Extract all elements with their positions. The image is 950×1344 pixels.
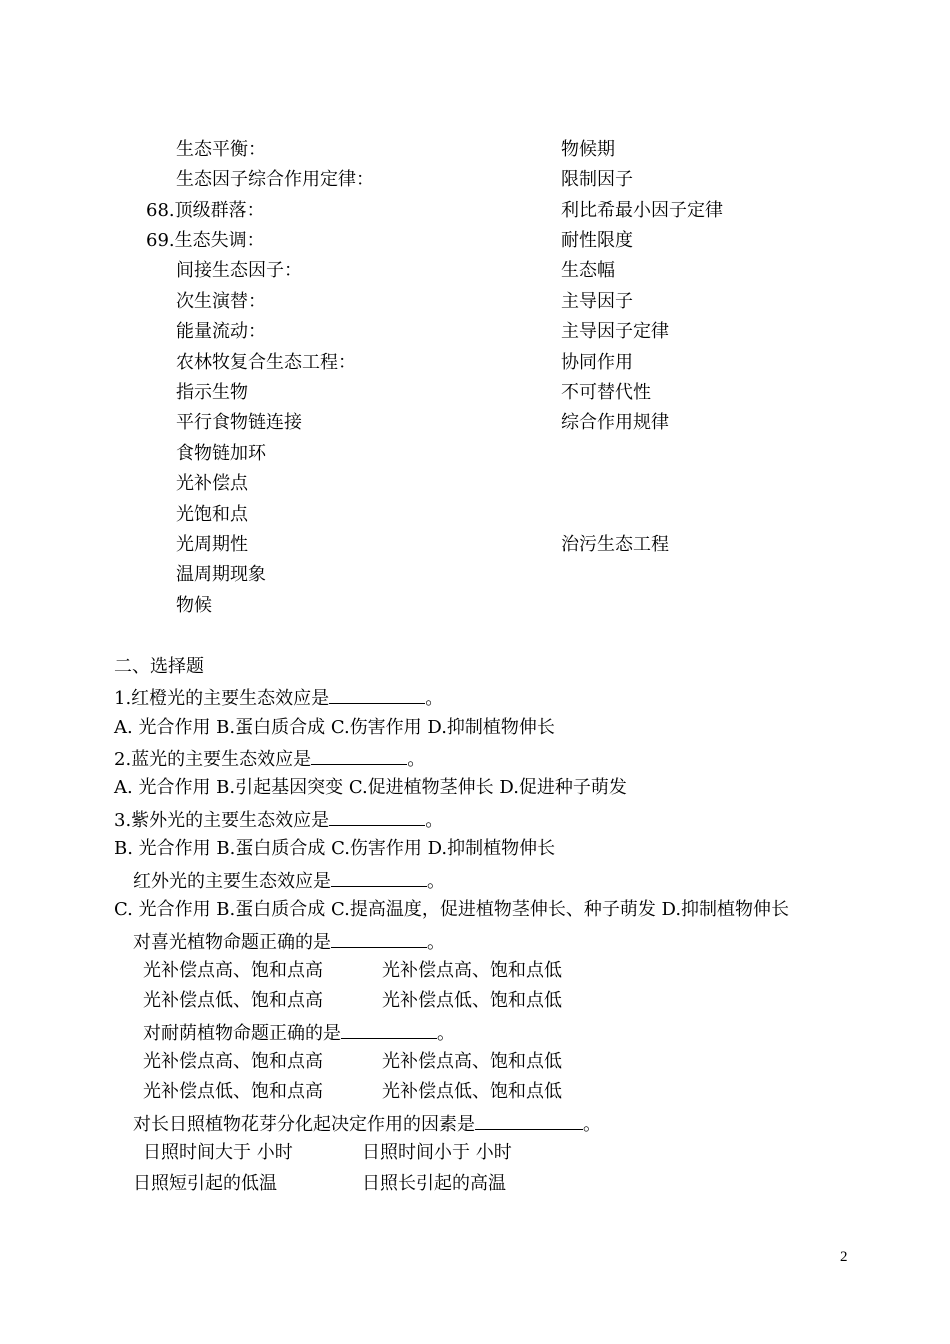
- question-2-end: 。: [407, 749, 426, 770]
- term-right-7: 主导因子定律: [561, 321, 669, 342]
- term-right-10: 综合作用规律: [561, 412, 669, 433]
- answer-blank: [329, 685, 425, 704]
- question-4-end: 。: [427, 871, 445, 892]
- question-6-option-2: 光补偿点高、饱和点低: [382, 1051, 562, 1072]
- question-6-option-3: 光补偿点低、饱和点高: [143, 1081, 323, 1102]
- question-7-option-3: 日照短引起的低温: [133, 1173, 277, 1194]
- term-left-8: 农林牧复合生态工程：: [176, 352, 356, 373]
- term-left-7: 能量流动：: [176, 321, 266, 342]
- term-left-3: 68.顶级群落：: [146, 200, 265, 221]
- term-left-16: 物候: [176, 595, 212, 616]
- question-1: [114, 685, 443, 709]
- answer-blank: [331, 868, 427, 887]
- question-7-option-1: 日照时间大于 小时: [143, 1142, 293, 1163]
- term-left-11: 食物链加环: [176, 443, 266, 464]
- term-left-12: 光补偿点: [176, 473, 248, 494]
- term-left-14: 光周期性: [176, 534, 248, 555]
- question-5-end: 。: [427, 932, 445, 953]
- question-7-option-2: 日照时间小于 小时: [362, 1142, 512, 1163]
- answer-blank: [475, 1111, 583, 1130]
- question-5-text: 对喜光植物命题正确的是: [133, 932, 331, 953]
- question-5-option-4: 光补偿点低、饱和点低: [382, 990, 562, 1011]
- question-1-end: 。: [425, 688, 444, 709]
- term-right-2: 限制因子: [561, 169, 633, 190]
- answer-blank: [329, 807, 425, 826]
- question-4: [133, 868, 445, 892]
- term-left-15: 温周期现象: [176, 564, 266, 585]
- term-left-13: 光饱和点: [176, 504, 248, 525]
- question-2-text: 2.蓝光的主要生态效应是: [114, 749, 312, 770]
- question-3-options: B. 光合作用 B.蛋白质合成 C.伤害作用 D.抑制植物伸长: [114, 838, 556, 859]
- term-right-11: 治污生态工程: [561, 534, 669, 555]
- question-7-text: 对长日照植物花芽分化起决定作用的因素是: [133, 1114, 475, 1135]
- term-right-9: 不可替代性: [561, 382, 651, 403]
- question-5-option-3: 光补偿点低、饱和点高: [143, 990, 323, 1011]
- term-right-8: 协同作用: [561, 352, 633, 373]
- term-left-10: 平行食物链连接: [176, 412, 302, 433]
- question-6-option-4: 光补偿点低、饱和点低: [382, 1081, 562, 1102]
- question-7-option-4: 日照长引起的高温: [362, 1173, 506, 1194]
- term-left-6: 次生演替：: [176, 291, 266, 312]
- term-right-3: 利比希最小因子定律: [561, 200, 723, 221]
- term-right-4: 耐性限度: [561, 230, 633, 251]
- question-5: [133, 929, 445, 953]
- question-7: [133, 1111, 601, 1135]
- question-6: [143, 1020, 455, 1044]
- question-2: [114, 746, 425, 770]
- question-3-end: 。: [425, 810, 444, 831]
- question-4-options: C. 光合作用 B.蛋白质合成 C.提高温度，促进植物茎伸长、种子萌发 D.抑制植物伸长: [114, 899, 790, 920]
- term-left-9: 指示生物: [176, 382, 248, 403]
- term-right-6: 主导因子: [561, 291, 633, 312]
- term-left-1: 生态平衡：: [176, 139, 266, 160]
- term-right-1: 物候期: [561, 139, 615, 160]
- term-left-2: 生态因子综合作用定律：: [176, 169, 374, 190]
- term-left-5: 间接生态因子：: [176, 260, 302, 281]
- term-right-5: 生态幅: [561, 260, 615, 281]
- question-5-option-2: 光补偿点高、饱和点低: [382, 960, 562, 981]
- question-6-text: 对耐荫植物命题正确的是: [143, 1023, 341, 1044]
- question-1-options: A. 光合作用 B.蛋白质合成 C.伤害作用 D.抑制植物伸长: [114, 717, 555, 738]
- answer-blank: [311, 746, 407, 765]
- question-5-option-1: 光补偿点高、饱和点高: [143, 960, 323, 981]
- question-3: [114, 807, 443, 831]
- answer-blank: [341, 1020, 437, 1039]
- question-3-text: 3.紫外光的主要生态效应是: [114, 810, 330, 831]
- section-title: 二、选择题: [114, 656, 204, 677]
- question-2-options: A. 光合作用 B.引起基因突变 C.促进植物茎伸长 D.促进种子萌发: [114, 777, 627, 798]
- question-6-option-1: 光补偿点高、饱和点高: [143, 1051, 323, 1072]
- question-1-text: 1.红橙光的主要生态效应是: [114, 688, 330, 709]
- term-left-4: 69.生态失调：: [146, 230, 265, 251]
- page-number: 2: [840, 1249, 848, 1265]
- question-6-end: 。: [437, 1023, 455, 1044]
- question-4-text: 红外光的主要生态效应是: [133, 871, 331, 892]
- question-7-end: 。: [583, 1114, 601, 1135]
- answer-blank: [331, 929, 427, 948]
